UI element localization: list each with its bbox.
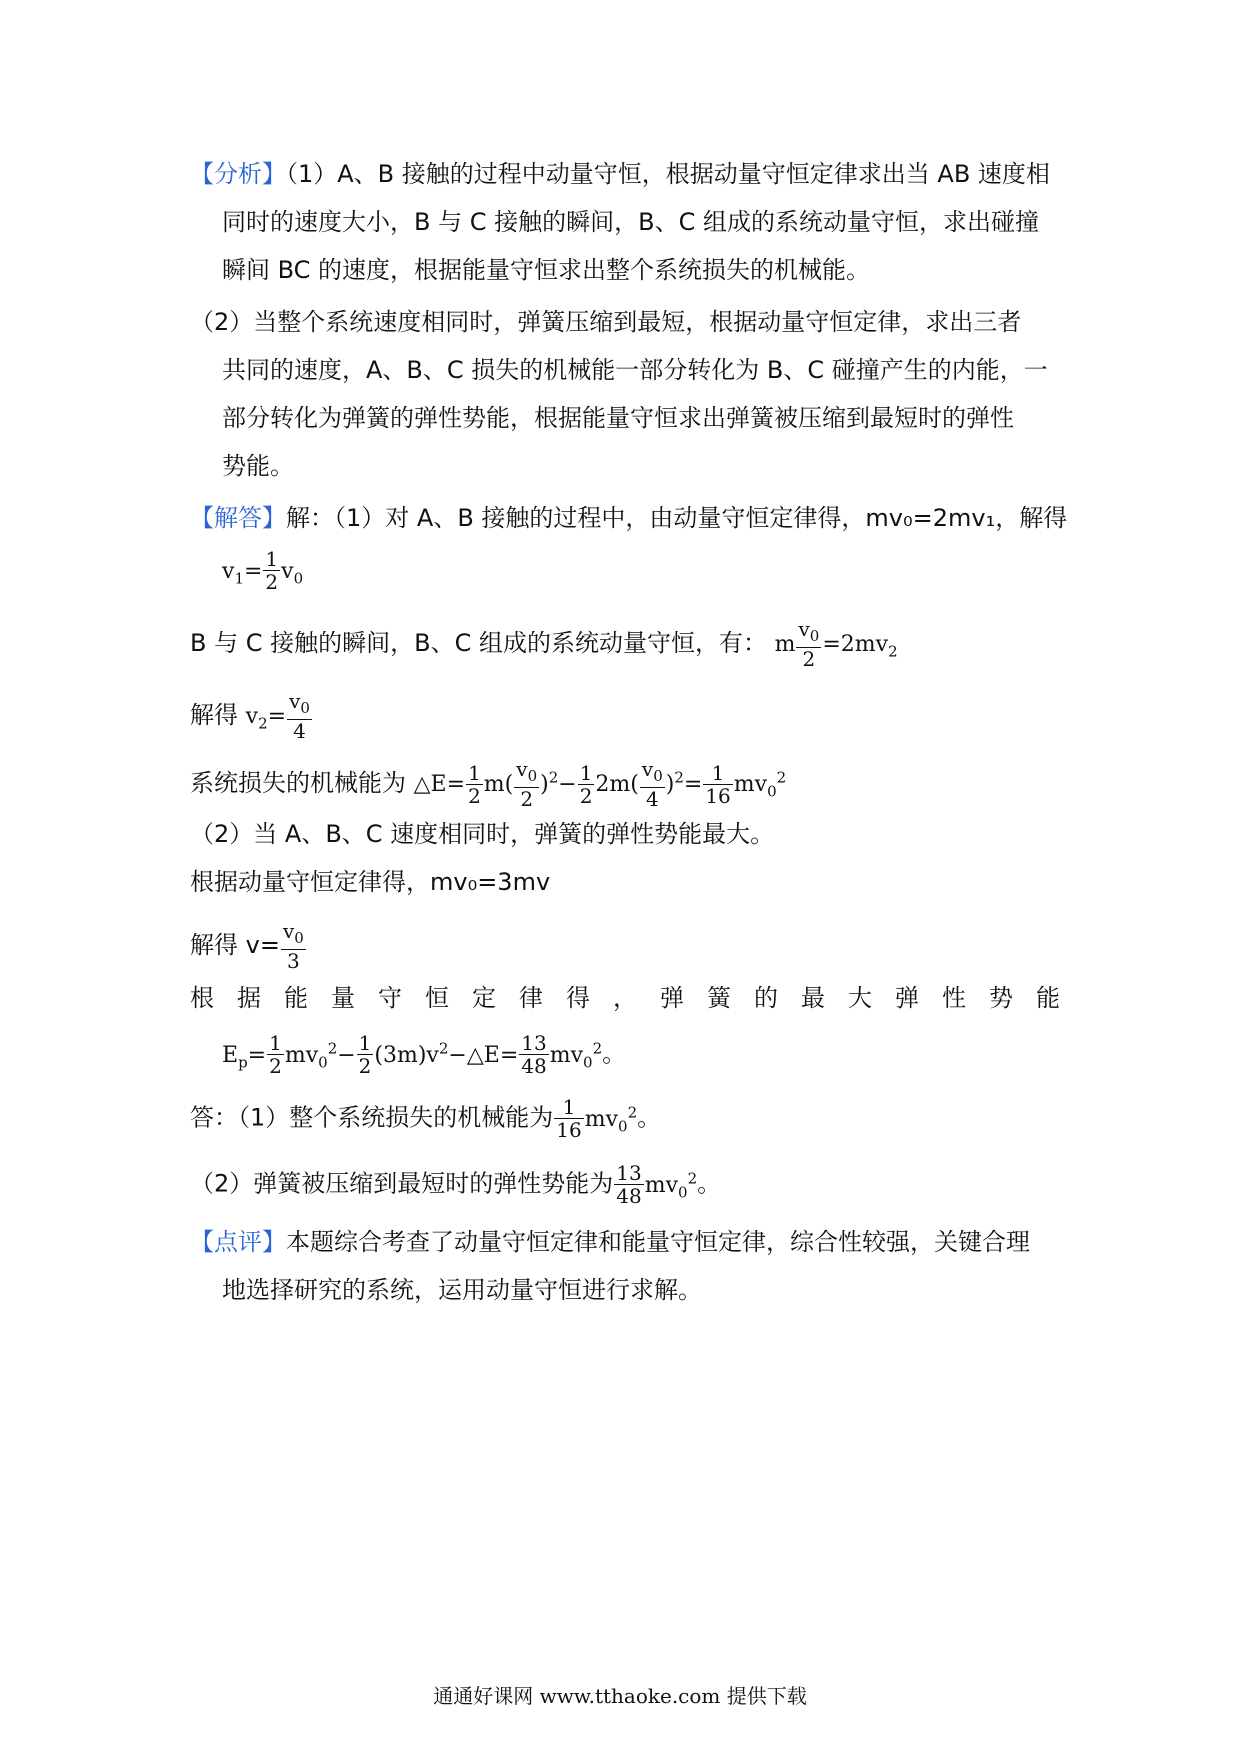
justified-char: 大 bbox=[848, 984, 872, 1012]
equation-v1: $v_1=$ $\frac{1}{2}$ $v_0$ bbox=[222, 547, 304, 594]
analysis-line-7: 势能。 bbox=[222, 452, 294, 480]
page-footer: 通通好课网 www.tthaoke.com 提供下载 bbox=[433, 1684, 807, 1708]
justified-char: 守 bbox=[378, 984, 402, 1012]
justified-char: 性 bbox=[942, 984, 966, 1012]
solution-line-1 bbox=[190, 502, 1067, 534]
analysis-line-5: 共同的速度，A、B、C 损失的机械能一部分转化为 B、C 碰撞产生的内能，一 bbox=[222, 356, 1048, 384]
solution-text-3: 解得 bbox=[190, 701, 238, 729]
solution-line-3: 解得 $v_2=$ $\frac{v_0}{4}$ bbox=[190, 689, 310, 743]
analysis-line-4: （2）当整个系统速度相同时，弹簧压缩到最短，根据动量守恒定律，求出三者 bbox=[190, 308, 1022, 336]
analysis-line-2: 同时的速度大小，B 与 C 接触的瞬间，B、C 组成的系统动量守恒，求出碰撞 bbox=[222, 208, 1039, 236]
solution-text-2: B 与 C 接触的瞬间，B、C 组成的系统动量守恒，有： bbox=[190, 629, 767, 657]
solution-text-7: 解得 v= bbox=[190, 931, 280, 959]
justified-char: ， bbox=[613, 984, 637, 1012]
comment-text-1: 本题综合考查了动量守恒定律和能量守恒定律，综合性较强，关键合理 bbox=[286, 1228, 1030, 1256]
solution-text-1: 解：（1）对 A、B 接触的过程中，由动量守恒定律得， bbox=[286, 504, 866, 532]
comment-line-2: 地选择研究的系统，运用动量守恒进行求解。 bbox=[222, 1276, 702, 1304]
solution-line-4: 系统损失的机械能为 △E= $\frac{1}{2}$ m( $\frac{v_0}{2}$ )$^2$− $\frac{1}{2}$ 2m( $\frac{v_0}{4}$ )$^2$= $\frac{1}{16}$ $mv_0^2$ bbox=[190, 757, 787, 811]
justified-char: 定 bbox=[472, 984, 496, 1012]
justified-char: 恒 bbox=[425, 984, 449, 1012]
analysis-line-6: 部分转化为弹簧的弹性势能，根据能量守恒求出弹簧被压缩到最短时的弹性 bbox=[222, 404, 1014, 432]
analysis-line-1 bbox=[190, 158, 1050, 190]
analysis-line-3: 瞬间 BC 的速度，根据能量守恒求出整个系统损失的机械能。 bbox=[222, 256, 871, 284]
justified-char: 最 bbox=[801, 984, 825, 1012]
justified-char: 量 bbox=[331, 984, 355, 1012]
solution-tag: 【解答】 bbox=[190, 504, 286, 532]
justified-char: 簧 bbox=[707, 984, 731, 1012]
justified-char: 能 bbox=[1036, 984, 1060, 1012]
justified-char: 根 bbox=[190, 984, 214, 1012]
justified-char: 弹 bbox=[660, 984, 684, 1012]
justified-char: 的 bbox=[754, 984, 778, 1012]
comment-tag: 【点评】 bbox=[190, 1228, 286, 1256]
solution-line-6: 根据动量守恒定律得，mv₀=3mv bbox=[190, 868, 551, 896]
equation-ep: $E_p=$ $\frac{1}{2}$ $mv_0^2-$ $\frac{1}{2}$ $(3m)v^2-\triangle E=$ $\frac{13}{48}$ $mv_0^2$。 bbox=[222, 1031, 627, 1078]
answer-text-2: （2）弹簧被压缩到最短时的弹性势能为 bbox=[190, 1169, 614, 1198]
solution-line-8 bbox=[190, 982, 1060, 1014]
ep-period: 。 bbox=[602, 1039, 627, 1068]
answer-period-1: 。 bbox=[637, 1103, 662, 1132]
analysis-text-1: （1）A、B 接触的过程中动量守恒，根据动量守恒定律求出当 AB 速度相 bbox=[286, 160, 1050, 188]
comment-line-1 bbox=[190, 1226, 1030, 1258]
justified-char: 律 bbox=[519, 984, 543, 1012]
justified-char: 弹 bbox=[895, 984, 919, 1012]
justified-char: 据 bbox=[237, 984, 261, 1012]
solution-line-5: （2）当 A、B、C 速度相同时，弹簧的弹性势能最大。 bbox=[190, 820, 775, 848]
solution-text-4: 系统损失的机械能为 bbox=[190, 769, 406, 797]
analysis-tag: 【分析】 bbox=[190, 160, 286, 188]
answer-line-2: （2）弹簧被压缩到最短时的弹性势能为 $\frac{13}{48}$ $mv_0^2$。 bbox=[190, 1161, 722, 1208]
solution-line-2: B 与 C 接触的瞬间，B、C 组成的系统动量守恒，有： m $\frac{v_0}{2}$ $=2mv_2$ bbox=[190, 617, 898, 671]
justified-char: 得 bbox=[566, 984, 590, 1012]
solution-eq-1: mv₀=2mv₁，解得 bbox=[865, 504, 1068, 532]
justified-char: 能 bbox=[284, 984, 308, 1012]
answer-period-2: 。 bbox=[697, 1169, 722, 1198]
justified-char: 势 bbox=[989, 984, 1013, 1012]
answer-line-1: 答：（1）整个系统损失的机械能为 $\frac{1}{16}$ $mv_0^2$。 bbox=[190, 1095, 662, 1142]
solution-line-7: 解得 v= $\frac{v_0}{3}$ bbox=[190, 919, 304, 973]
answer-text-1: 答：（1）整个系统损失的机械能为 bbox=[190, 1103, 554, 1132]
